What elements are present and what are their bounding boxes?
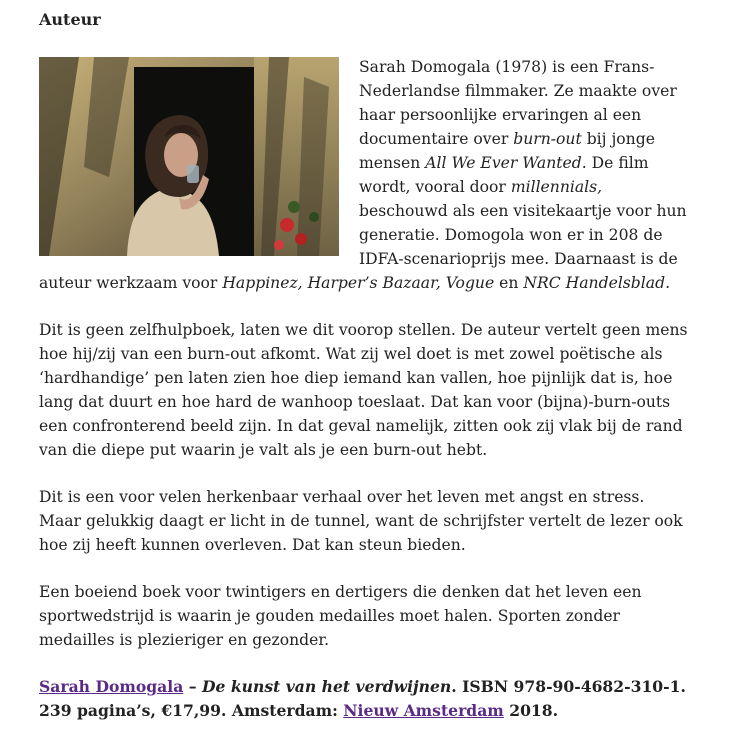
section-heading: Auteur — [39, 10, 101, 29]
review-paragraph-2: Dit is een voor velen herkenbaar verhaal over het leven met angst en stress. Maar gelukkig daagt er licht in de tunnel, want de schrijfster vertelt de lezer ook hoe zij heeft kunnen overleven. Dat kan steun bieden. — [39, 488, 683, 554]
bio-emphasis-millennials: millennials, — [510, 178, 603, 196]
citation-year: 2018. — [503, 701, 559, 720]
book-title: De kunst van het verdwijnen — [201, 677, 452, 696]
author-photo — [39, 57, 339, 256]
author-link[interactable]: Sarah Domogala — [39, 677, 184, 696]
bio-text: Sarah Domogala (1978) is een Frans-Nederlandse filmmaker. Ze maakte over haar persoonlijke ervaringen al een documentaire over — [359, 58, 677, 148]
bio-publication-nrc: NRC Handelsblad — [523, 274, 666, 292]
citation-details: . ISBN 978-90-4682-310-1. 239 pagina’s, €17,99. Amsterdam: — [39, 677, 686, 720]
bio-publications: Happinez, Harper’s Bazaar, Vogue — [222, 274, 495, 292]
review-paragraph-1: Dit is geen zelfhulpboek, laten we dit voorop stellen. De auteur vertelt geen mens hoe hij/zij van een burn-out afkomt. Wat zij wel doet is met zowel poëtische als ‘hardhandige’ pen laten zien hoe diep iemand kan vallen, hoe pijnlijk dat is, hoe lang dat duurt en hoe hard de wanhoop toeslaat. Dat kan voor (bijna)-burn-outs een confronterend beeld zijn. In dat geval namelijk, zitten ook zij vlak bij de rand van die diepe put waarin je valt als je een burn-out hebt. — [39, 321, 688, 459]
author-photo-image — [39, 57, 339, 256]
bio-film-title: All We Ever Wanted — [425, 154, 582, 172]
bio-emphasis-burnout: burn-out — [513, 130, 582, 148]
bio-text: bij jonge mensen — [359, 130, 655, 172]
bio-text: . De film wordt, vooral door — [359, 154, 649, 196]
bio-text: beschouwd als een visitekaartje voor hun generatie. Domogola won er in 208 de IDFA-scenarioprijs mee. Daarnaast is de auteur werkzaam voor — [39, 202, 687, 292]
bio-text: . — [665, 274, 671, 292]
book-citation — [39, 675, 691, 723]
bio-text: en — [494, 274, 524, 292]
author-bio — [39, 55, 691, 295]
publisher-link[interactable]: Nieuw Amsterdam — [343, 701, 504, 720]
citation-dash: – — [183, 677, 202, 696]
review-paragraph-3: Een boeiend boek voor twintigers en dertigers die denken dat het leven een sportwedstrijd is waarin je gouden medailles moet halen. Sporten zonder medailles is plezieriger en gezonder. — [39, 583, 642, 649]
